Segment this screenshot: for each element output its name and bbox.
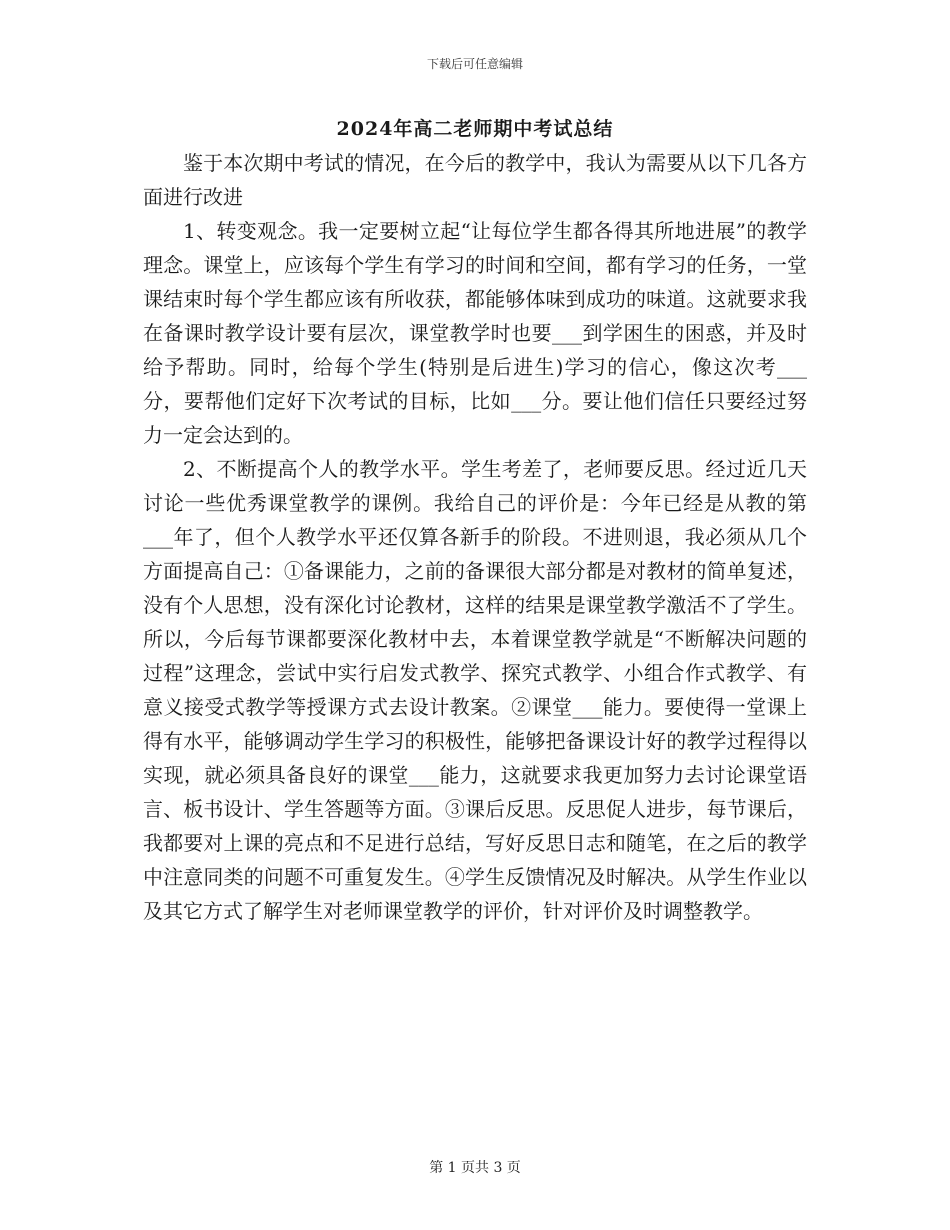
document-title: 2024年高二老师期中考试总结 bbox=[336, 118, 614, 140]
page-number: 第 1 页共 3 页 bbox=[429, 1160, 521, 1176]
paragraph-point-1: 1、转变观念。我一定要树立起“让每位学生都各得其所地进展”的教学理念。课堂上，应该每个学生有学习的时间和空间，都有学习的任务，一堂课结束时每个学生都应该有所收获，都能够体味到成功的味道。这就要求我在备课时教学设计要有层次，课堂教学时也要___到学困生的困惑，并及时给予帮助。同时，给每个学生(特别是后进生)学习的信心，像这次考___分，要帮他们定好下次考试的目标，比如___分。要让他们信任只要经过努力一定会达到的。 bbox=[143, 219, 807, 447]
document-body bbox=[143, 146, 807, 928]
paragraph-point-2: 2、不断提高个人的教学水平。学生考差了，老师要反思。经过近几天讨论一些优秀课堂教学的课例。我给自己的评价是：今年已经是从教的第___年了，但个人教学水平还仅算各新手的阶段。不进则退，我必须从几个方面提高自己：①备课能力，之前的备课很大部分都是对教材的简单复述，没有个人思想，没有深化讨论教材，这样的结果是课堂教学激活不了学生。所以，今后每节课都要深化教材中去，本着课堂教学就是“不断解决问题的过程”这理念，尝试中实行启发式教学、探究式教学、小组合作式教学、有意义接受式教学等授课方式去设计教案。②课堂___能力。要使得一堂课上得有水平，能够调动学生学习的积极性，能够把备课设计好的教学过程得以实现，就必须具备良好的课堂___能力，这就要求我更加努力去讨论课堂语言、板书设计、学生答题等方面。③课后反思。反思促人进步，每节课后，我都要对上课的亮点和不足进行总结，写好反思日志和随笔，在之后的教学中注意同类的问题不可重复发生。④学生反馈情况及时解决。从学生作业以及其它方式了解学生对老师课堂教学的评价，针对评价及时调整教学。 bbox=[143, 457, 807, 923]
paragraph-intro: 鉴于本次期中考试的情况，在今后的教学中，我认为需要从以下几各方面进行改进 bbox=[143, 151, 807, 209]
header-note: 下载后可任意编辑 bbox=[426, 57, 523, 71]
